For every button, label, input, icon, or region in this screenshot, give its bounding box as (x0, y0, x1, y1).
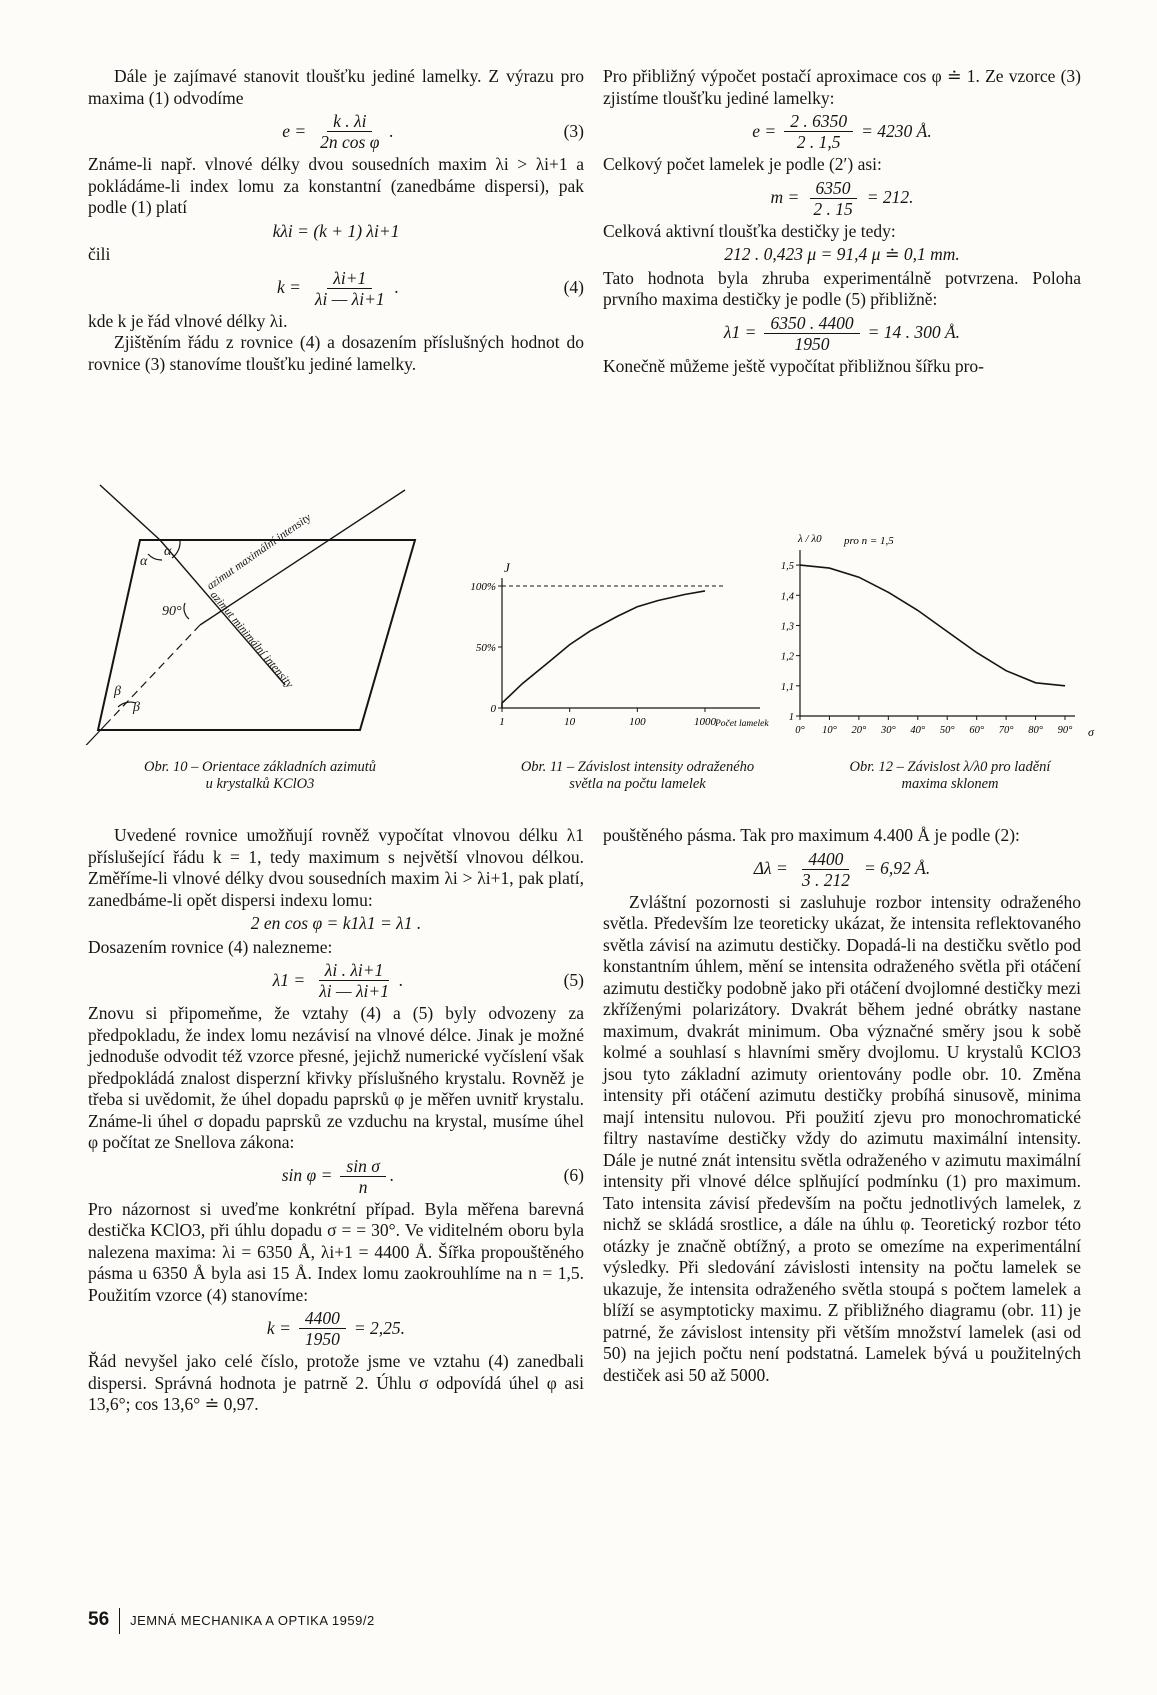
paragraph: Známe-li např. vlnové délky dvou sousedních maxim λi > λi+1 a pokládáme-li index lomu za konstantní (zanedbáme dispersi), pak podle (1) platí (88, 154, 584, 217)
page-number: 56 (88, 1609, 110, 1631)
paragraph: Dále je zajímavé stanovit tloušťku jediné lamelky. Z výrazu pro maxima (1) odvodíme (88, 66, 584, 108)
y-tick-label: 1,4 (780, 591, 794, 603)
incident-ray (100, 485, 160, 540)
y-tick-label: 1 (788, 712, 794, 723)
x-tick-label: 1000 (694, 716, 716, 728)
paragraph: Znovu si připomeňme, že vztahy (4) a (5) byly odvozeny za předpokladu, že index lomu nezávisí na vlnové délce. Jinak je možné jednoduše odvodit též vzorce přesné, jejichž numerické vyčíslení však předpokládá znalost disperzní křivky příslušného krystalu. Rovněž je třeba si uvědomit, že úhel dopadu paprsků φ je měřen uvnitř krystalu. Známe-li úhel σ dopadu paprsků ze vzduchu na krystal, musíme úhel φ počítat ze Snellova zákona: (88, 1003, 584, 1152)
paragraph: Řád nevyšel jako celé číslo, protože jsme ve vztahu (4) zanedbali dispersi. Správná hodnota je patrně 2. Úhlu σ odpovídá úhel φ asi 13,6°; cos 13,6° ≐ 0,97. (88, 1351, 584, 1414)
figure-11-caption: Obr. 11 – Závislost intensity odraženého světla na počtu lamelek (520, 759, 755, 792)
x-tick-label: 70° (998, 725, 1014, 736)
paragraph: Zjištěním řádu z rovnice (4) a dosazením příslušných hodnot do rovnice (3) stanovíme tloušťku jediné lamelky. (88, 332, 584, 374)
equation-order-value: k = $\frac{4400}{1950}$ = 2,25. (266, 1308, 406, 1349)
figure-12-chart (770, 528, 1115, 743)
x-tick-label: 60° (969, 725, 985, 736)
paragraph: Pro názornost si uveďme konkrétní případ. Byla měřena barevná destička KClO3, při úhlu dopadu σ = = 30°. Ve viditelném oboru byla nalezena maxima: λi = 6350 Å, λi+1 = 4400 Å. Šířka propouštěného pásma u 6350 Å byla asi 15 Å. Index lomu zaokrouhlíme na n = 1,5. Použitím vzorce (4) stanovíme: (88, 1198, 584, 1305)
y-tick-label: 50% (475, 642, 496, 654)
left-bottom-column (88, 825, 584, 1416)
x-tick-label: 20° (851, 725, 867, 736)
x-tick-label: 1 (499, 716, 505, 728)
y-axis-label: J (504, 560, 510, 575)
figure-11-chart (460, 558, 770, 738)
paragraph: Dosazením rovnice (4) nalezneme: (88, 936, 333, 957)
right-angle-arc (184, 603, 189, 619)
x-tick-label: 50° (939, 725, 955, 736)
label-alpha: α (140, 554, 148, 569)
label-90-degrees: 90° (162, 604, 182, 619)
x-tick-label: 0° (795, 725, 805, 736)
equation-number: (3) (563, 120, 584, 141)
page-footer (88, 1608, 375, 1634)
y-tick-label: 1,5 (780, 561, 794, 573)
equation-5: λ1 = $\frac{\lambda i . \lambda i+1}{\lambda i — \lambda i+1}$ . (5) (272, 960, 584, 1001)
equation-4: k = $\frac{\lambda i+1}{\lambda i — \lambda i+1}$ . (4) (276, 267, 584, 309)
y-tick-label: 1,2 (780, 651, 794, 663)
right-bottom-column (603, 825, 1081, 1386)
wavelength-ratio-curve (800, 565, 1065, 686)
x-tick-label: 80° (1028, 725, 1043, 736)
equation-number: (6) (563, 1165, 584, 1186)
left-top-column (88, 66, 584, 375)
equation-lamellae-count: m = $\frac{6350}{2 . 15}$ = 212. (770, 177, 914, 219)
x-tick-label: 10° (822, 725, 837, 736)
label-beta: β (133, 700, 140, 715)
figure-10-diagram (70, 475, 430, 745)
y-tick-label: 1,3 (780, 621, 794, 633)
legend-label: pro n = 1,5 (844, 535, 894, 547)
paragraph: pouštěného pásma. Tak pro maximum 4.400 Å je podle (2): (603, 825, 1020, 845)
label-max-intensity-azimuth: azimut maximální intensity (204, 511, 314, 593)
equation-recurrence: kλi = (k + 1) λi+1 (272, 220, 400, 241)
equation-total-thickness: 212 . 0,423 μ = 91,4 μ ≐ 0,1 mm. (724, 244, 960, 264)
word-cili: čili (88, 244, 111, 264)
footer-divider (119, 1608, 120, 1634)
equation-number: (4) (563, 277, 584, 298)
x-tick-label: 90° (1057, 725, 1073, 736)
equation-thickness: e = $\frac{2 . 6350}{2 . 1,5}$ = 4230 Å. (752, 111, 932, 152)
paragraph: Zvláštní pozornosti si zasluhuje rozbor intensity odraženého světla. Především lze teoreticky ukázat, že intensita reflektovaného světla závisí na azimutu destičky. Dopadá-li na destičku světlo pod konstantním úhlem, mění se intensita odraženého světla při otáčení azimutu destičky podobně jako při otáčení dvojlomné destičky mezi zkříženými polarizátory. Dvakrát během jedné obrátky nastane maximum, dvakrát minimum. Oba význačné směry jsou k sobě kolmé a souhlasí s hlavními směry dvojlomu. U krystalů KClO3 jsou tyto základní azimuty orientovány podle obr. 10. Změna intensity při otáčení azimutu destičky probíhá sinusově, minima mají intensitu nulovou. Při použití zjevu pro monochromatické filtry nastavíme destičky vždy do azimutu maximální intensity. Dále je nutné znát intensitu světla odraženého v azimutu maximální intensity při vlnové délce splňující podmínku (1) pro maximum. Tato intensita závisí především na počtu jednotlivých lamelek, z nichž se skládá srostlice, a dále na úhlu φ. Teoretický rozbor této otázky je značně obtížný, a proto se omezíme na experimentální výsledky. Při sledování závislosti intensity na počtu lamelek se ukazuje, že intensita odraženého světla stoupá s počtem lamelek a blíží se asymptoticky maximu. Z přibližného diagramu (obr. 11) je patrné, že závislost intensity při větším množství lamelek (asi od 50) na jejich počtu není podstatná. Lamelek bývá u použitelných destiček asi 50 až 5000. (603, 891, 1081, 1385)
label-beta: β (114, 684, 121, 699)
equation-bandwidth: Δλ = $\frac{4400}{3 . 212}$ = 6,92 Å. (753, 848, 931, 890)
label-alpha: α (164, 544, 172, 559)
x-axis-label: σ (1088, 725, 1094, 739)
paragraph: Tato hodnota byla zhruba experimentálně potvrzena. Poloha prvního maxima destičky je podle (5) přibližně: (603, 267, 1081, 309)
equation-number: (5) (563, 969, 584, 990)
x-tick-label: 30° (880, 725, 896, 736)
equation-6: sin φ = $\frac{\text{sin σ}}{n}$ . (6) (281, 1155, 584, 1197)
intensity-curve (502, 591, 705, 708)
y-tick-label: 0 (490, 703, 496, 715)
paragraph: Konečně můžeme ještě vypočítat přibližnou šířku pro- (603, 355, 984, 376)
figure-12-caption: Obr. 12 – Závislost λ/λ0 pro ladění maxima sklonem (849, 759, 1051, 792)
y-axis-label: λ / λ0 (798, 533, 822, 545)
equation-first-order: 2 en cos φ = k1λ1 = λ1 . (250, 913, 422, 933)
paragraph: kde k je řád vlnové délky λi. (88, 310, 288, 331)
y-tick-label: 100% (470, 581, 496, 593)
equation-3: e = $\frac{k . \lambda i}{\text{2n cos φ}}$ . (3) (282, 111, 584, 152)
x-axis-label: Počet lamelek (715, 719, 769, 729)
equation-first-maximum: λ1 = $\frac{6350 . 4400}{1950}$ = 14 . 300 Å. (723, 312, 961, 354)
right-top-column (603, 66, 1081, 377)
journal-name: JEMNÁ MECHANIKA A OPTIKA 1959/2 (130, 1613, 375, 1629)
y-tick-label: 1,1 (780, 681, 794, 693)
x-tick-label: 100 (629, 716, 646, 728)
paragraph: Celková aktivní tloušťka destičky je tedy: (603, 220, 896, 241)
label-min-intensity-azimuth: azimut minimální intensity (207, 589, 296, 691)
paragraph: Uvedené rovnice umožňují rovněž vypočítat vlnovou délku λ1 příslušející řádu k = 1, tedy maximum s největší vlnovou délkou. Změříme-li vlnové délky dvou sousedních maxim λi > λi+1, pak platí, zanedbáme-li opět dispersi indexu lomu: (88, 825, 584, 910)
figure-10-caption: Obr. 10 – Orientace základních azimutů u krystalků KClO3 (144, 759, 376, 792)
paragraph: Celkový počet lamelek je podle (2′) asi: (603, 154, 882, 174)
paragraph: Pro přibližný výpočet postačí aproximace cos φ ≐ 1. Ze vzorce (3) zjistíme tloušťku jediné lamelky: (603, 66, 1081, 108)
x-tick-label: 40° (910, 725, 926, 736)
x-tick-label: 10 (564, 716, 576, 728)
